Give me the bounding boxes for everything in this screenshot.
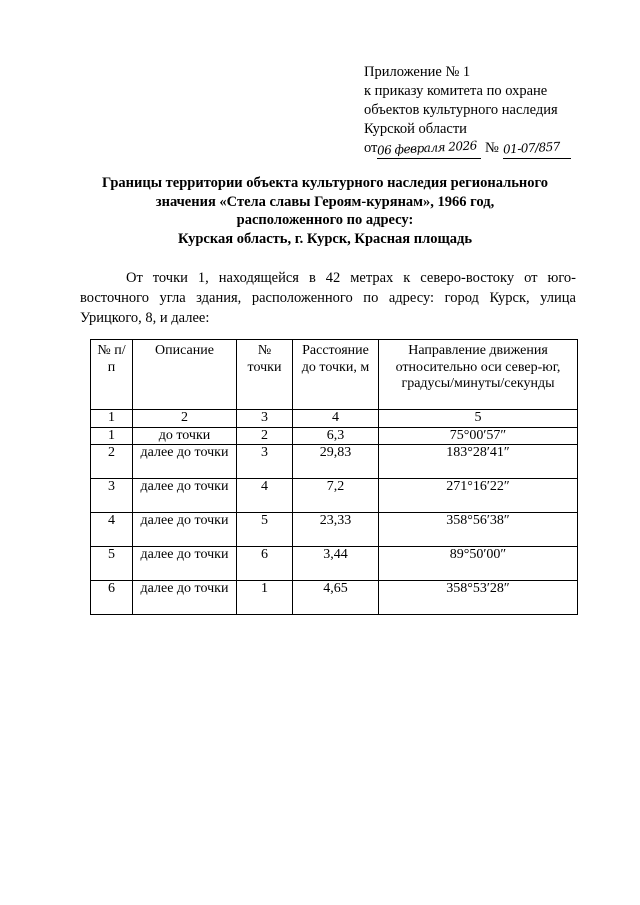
column-number: 5 <box>379 410 578 428</box>
table-row <box>91 513 578 547</box>
table-row <box>91 479 578 513</box>
cell-index: 3 <box>91 479 133 513</box>
order-date-line <box>364 139 571 159</box>
intro-text: От точки 1, находящейся в 42 метрах к северо-востоку от юго-восточного угла здания, расположенного по адресу: город Курск, улица Урицкого, 8, и далее: <box>80 270 576 326</box>
column-number: 4 <box>293 410 379 428</box>
cell-index: 2 <box>91 445 133 479</box>
header-description: Описание <box>133 340 237 410</box>
table-row <box>91 547 578 581</box>
cell-point: 4 <box>237 479 293 513</box>
cell-direction: 358°53′28″ <box>379 581 578 615</box>
cell-direction: 271°16′22″ <box>379 479 578 513</box>
handwritten-number: 01-07/857 <box>502 139 560 157</box>
header-point-number: № точки <box>237 340 293 410</box>
column-number: 2 <box>133 410 237 428</box>
cell-description: далее до точки <box>133 547 237 581</box>
cell-direction: 183°28′41″ <box>379 445 578 479</box>
cell-distance: 4,65 <box>293 581 379 615</box>
cell-point: 3 <box>237 445 293 479</box>
appendix-number: Приложение № 1 <box>364 64 471 80</box>
cell-index: 4 <box>91 513 133 547</box>
table-row <box>91 427 578 445</box>
cell-index: 1 <box>91 427 133 445</box>
cell-distance: 23,33 <box>293 513 379 547</box>
header-index: № п/п <box>91 340 133 410</box>
table-row <box>91 445 578 479</box>
cell-direction: 358°56′38″ <box>379 513 578 547</box>
header-direction: Направление движения относительно оси север-юг, градусы/минуты/секунды <box>379 340 578 410</box>
cell-point: 1 <box>237 581 293 615</box>
table-row <box>91 581 578 615</box>
boundary-points-table <box>90 339 578 615</box>
cell-index: 6 <box>91 581 133 615</box>
cell-point: 5 <box>237 513 293 547</box>
appendix-committee: объектов культурного наследия <box>364 102 558 118</box>
appendix-region: Курской области <box>364 121 467 137</box>
header-distance: Расстояние до точки, м <box>293 340 379 410</box>
date-prefix: от <box>364 140 378 156</box>
title-line-2: значения «Стела славы Героям-курянам», 1966 год, <box>155 193 495 210</box>
column-number-row <box>91 410 578 428</box>
appendix-order-ref: к приказу комитета по охране <box>364 83 548 99</box>
cell-index: 5 <box>91 547 133 581</box>
cell-description: далее до точки <box>133 513 237 547</box>
cell-distance: 29,83 <box>293 445 379 479</box>
cell-direction: 89°50′00″ <box>379 547 578 581</box>
document-title <box>60 174 590 248</box>
cell-description: далее до точки <box>133 445 237 479</box>
cell-description: далее до точки <box>133 581 237 615</box>
cell-direction: 75°00′57″ <box>379 427 578 445</box>
column-number: 3 <box>237 410 293 428</box>
cell-distance: 3,44 <box>293 547 379 581</box>
cell-point: 2 <box>237 427 293 445</box>
date-blank <box>377 139 481 159</box>
cell-description: до точки <box>133 427 237 445</box>
title-line-3: расположенного по адресу: <box>236 212 414 228</box>
cell-distance: 6,3 <box>293 427 379 445</box>
table-header-row <box>91 340 578 410</box>
title-line-4: Курская область, г. Курск, Красная площадь <box>177 230 473 247</box>
appendix-block <box>364 63 571 159</box>
column-number: 1 <box>91 410 133 428</box>
intro-paragraph <box>80 268 576 328</box>
number-blank <box>503 139 571 159</box>
handwritten-date: 06 февраля 2026 <box>377 138 478 158</box>
number-prefix: № <box>485 140 499 156</box>
cell-point: 6 <box>237 547 293 581</box>
title-line-1: Границы территории объекта культурного наследия регионального <box>102 175 548 191</box>
cell-distance: 7,2 <box>293 479 379 513</box>
cell-description: далее до точки <box>133 479 237 513</box>
